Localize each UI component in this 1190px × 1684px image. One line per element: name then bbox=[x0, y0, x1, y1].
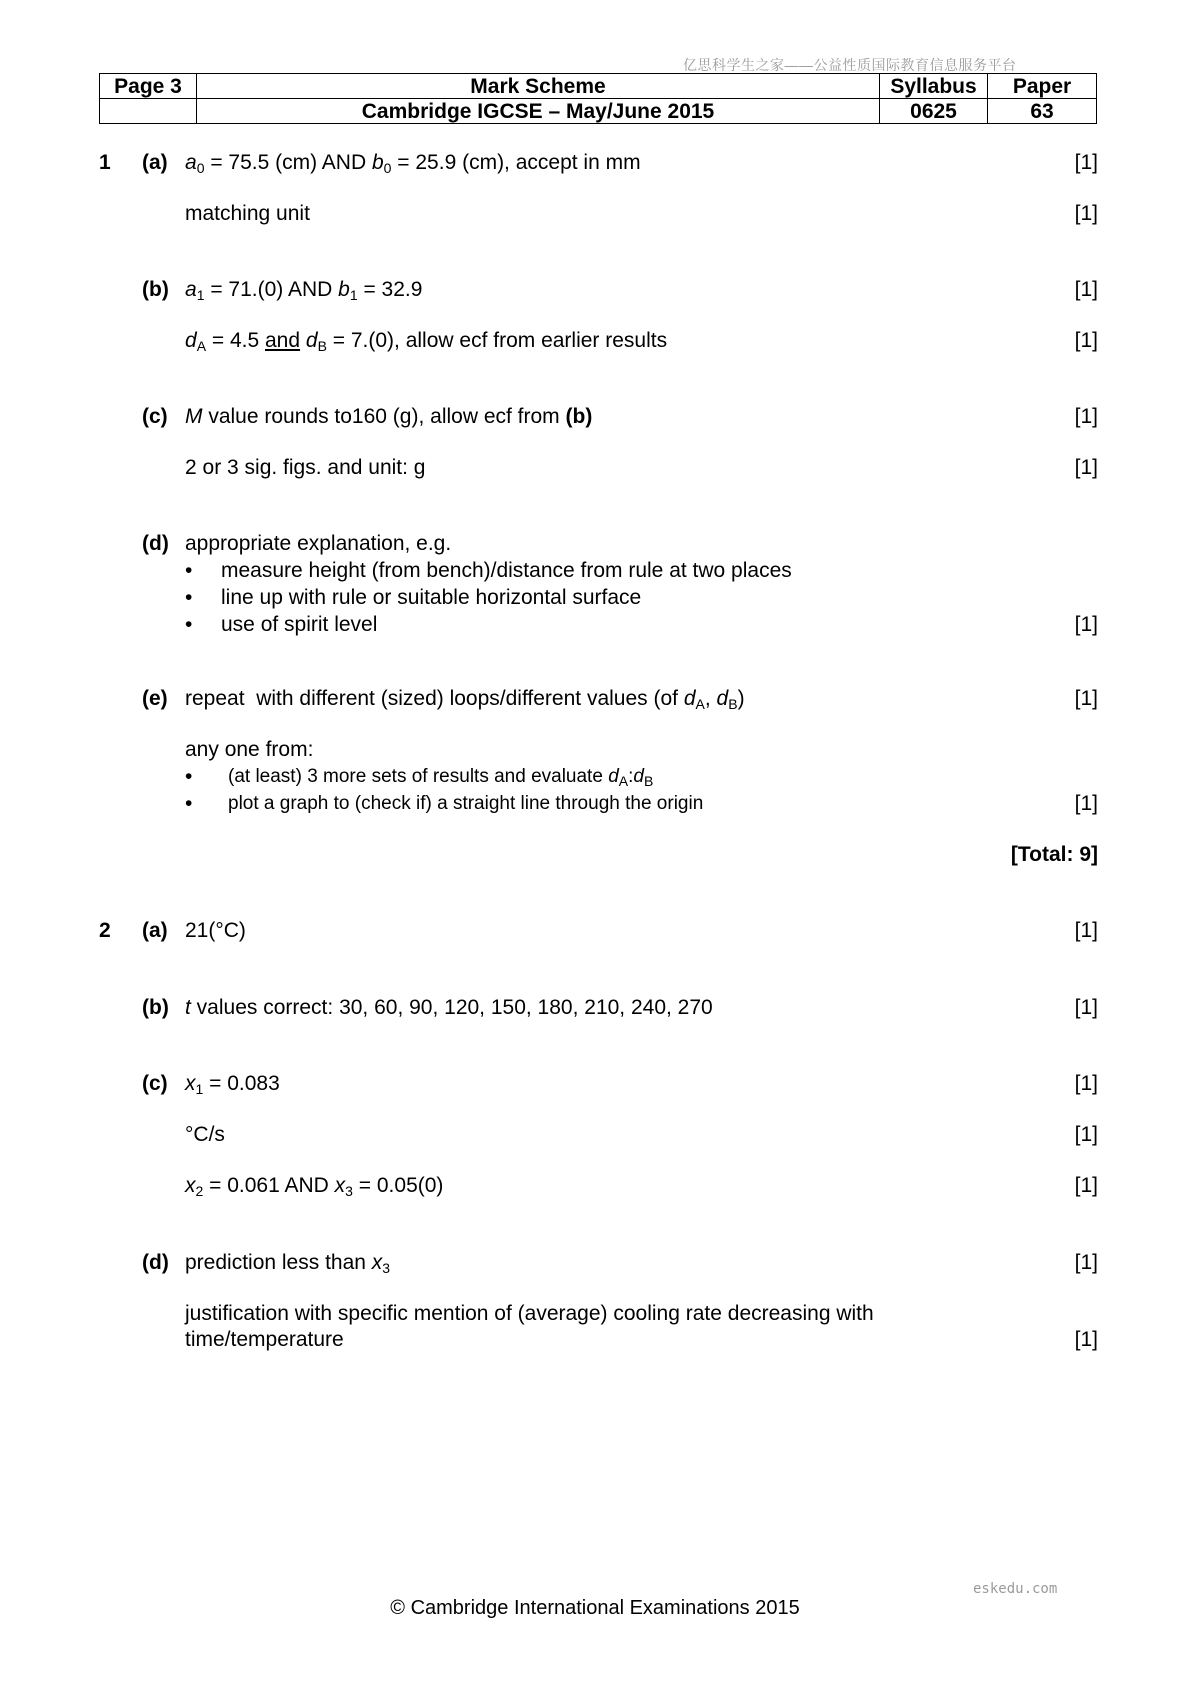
syllabus-value: 0625 bbox=[880, 99, 988, 124]
bullet: • bbox=[185, 765, 193, 788]
question-number: 2 bbox=[99, 919, 111, 942]
paper-value: 63 bbox=[988, 99, 1097, 124]
header-table bbox=[99, 73, 1097, 124]
total-mark: [Total: 9] bbox=[1010, 843, 1098, 866]
mark: [1] bbox=[1074, 151, 1098, 174]
part-label: (b) bbox=[142, 996, 169, 1019]
answer-text: 2 or 3 sig. figs. and unit: g bbox=[185, 456, 426, 479]
answer-text: $x_2 = 0.061$ AND $x_3 = 0.05(0)$ bbox=[185, 1174, 444, 1199]
answer-text: 21(°C) bbox=[185, 919, 246, 942]
answer-text: matching unit bbox=[185, 202, 310, 225]
bullet-text: (at least) 3 more sets of results and evaluate $d_A:d_B$ bbox=[228, 766, 654, 789]
mark: [1] bbox=[1074, 792, 1098, 815]
mark: [1] bbox=[1074, 202, 1098, 225]
mark: [1] bbox=[1074, 1174, 1098, 1197]
answer-text: $d_A = 4.5$ and $d_B = 7.(0)$, allow ecf from earlier results bbox=[185, 329, 668, 354]
answer-text: $a_0 = 75.5$ (cm) AND $b_0 = 25.9$ (cm), accept in mm bbox=[185, 151, 641, 176]
watermark-bottom: eskedu.com bbox=[973, 1581, 1058, 1597]
mark: [1] bbox=[1074, 613, 1098, 636]
part-label: (b) bbox=[142, 278, 169, 301]
part-label: (d) bbox=[142, 1251, 169, 1274]
bullet-text: line up with rule or suitable horizontal surface bbox=[221, 586, 642, 609]
bullet: • bbox=[185, 586, 193, 609]
answer-text: M value rounds to160 (g), allow ecf from (b) bbox=[185, 405, 593, 428]
bullet-text: plot a graph to (check if) a straight line through the origin bbox=[228, 793, 704, 814]
answer-text: $x_1 = 0.083$ bbox=[185, 1072, 280, 1097]
bullet-text: use of spirit level bbox=[221, 613, 378, 636]
answer-text: t values correct: 30, 60, 90, 120, 150, 180, 210, 240, 270 bbox=[185, 996, 713, 1019]
mark: [1] bbox=[1074, 1251, 1098, 1274]
answer-text: any one from: bbox=[185, 738, 314, 761]
mark: [1] bbox=[1074, 278, 1098, 301]
mark: [1] bbox=[1074, 329, 1098, 352]
part-label: (a) bbox=[142, 919, 168, 942]
part-label: (a) bbox=[142, 151, 168, 174]
mark: [1] bbox=[1074, 687, 1098, 710]
answer-text: °C/s bbox=[185, 1123, 225, 1146]
part-label: (c) bbox=[142, 405, 168, 428]
part-label: (c) bbox=[142, 1072, 168, 1095]
bullet-text: measure height (from bench)/distance from rule at two places bbox=[221, 559, 792, 582]
answer-text: $a_1 = 71.(0)$ AND $b_1 = 32.9$ bbox=[185, 278, 423, 303]
answer-text: appropriate explanation, e.g. bbox=[185, 532, 452, 555]
header-subtitle: Cambridge IGCSE – May/June 2015 bbox=[197, 99, 880, 124]
bullet: • bbox=[185, 613, 193, 636]
bullet: • bbox=[185, 559, 193, 582]
footer-copyright: © Cambridge International Examinations 2015 bbox=[390, 1597, 800, 1619]
mark: [1] bbox=[1074, 996, 1098, 1019]
part-label: (e) bbox=[142, 687, 168, 710]
header-title: Mark Scheme bbox=[197, 74, 880, 99]
bullet: • bbox=[185, 792, 193, 815]
answer-text: time/temperature bbox=[185, 1328, 344, 1351]
question-number: 1 bbox=[99, 151, 111, 174]
answer-text: prediction less than $x_3$ bbox=[185, 1251, 391, 1276]
watermark-top: 亿思科学生之家——公益性质国际教育信息服务平台 bbox=[683, 57, 1017, 73]
syllabus-label: Syllabus bbox=[880, 74, 988, 99]
mark: [1] bbox=[1074, 456, 1098, 479]
part-label: (d) bbox=[142, 532, 169, 555]
mark: [1] bbox=[1074, 1123, 1098, 1146]
answer-text: repeat with different (sized) loops/different values (of $d_A$, $d_B$) bbox=[185, 687, 745, 712]
mark: [1] bbox=[1074, 405, 1098, 428]
paper-label: Paper bbox=[988, 74, 1097, 99]
mark: [1] bbox=[1074, 1072, 1098, 1095]
mark: [1] bbox=[1074, 1328, 1098, 1351]
mark: [1] bbox=[1074, 919, 1098, 942]
page-label: Page 3 bbox=[100, 74, 197, 99]
answer-text: justification with specific mention of (average) cooling rate decreasing with bbox=[185, 1302, 874, 1325]
